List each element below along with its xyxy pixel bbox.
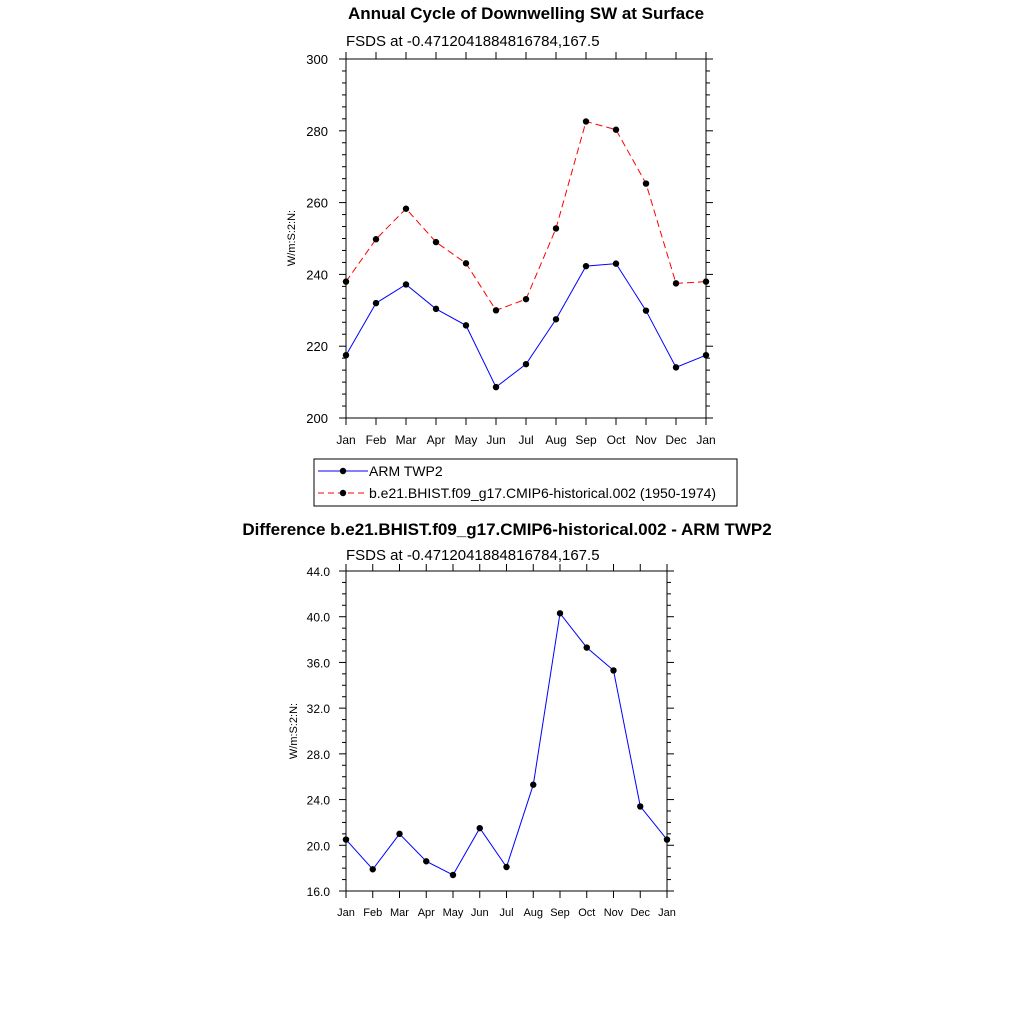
x-tick-label: Jul (499, 907, 514, 919)
x-tick-label: Apr (417, 907, 435, 919)
data-point (553, 225, 559, 231)
data-point (403, 206, 409, 212)
data-point (530, 782, 536, 788)
difference-chart (242, 520, 771, 919)
difference-y-axis-label: W/m:S:2:N: (288, 702, 300, 760)
data-point (370, 866, 376, 872)
annual-cycle-chart (286, 4, 737, 506)
series-line-1 (346, 122, 706, 311)
x-tick-label: Sep (575, 433, 597, 447)
y-tick-label: 36.0 (306, 656, 330, 671)
x-tick-label: May (454, 433, 478, 447)
data-point (673, 280, 679, 286)
difference-series-layer (343, 610, 670, 878)
x-tick-label: Oct (606, 433, 626, 447)
x-tick-label: Dec (630, 907, 651, 919)
series-layer (343, 118, 709, 390)
y-tick-label: 260 (306, 195, 328, 211)
data-point (613, 260, 619, 266)
legend-marker-arm (340, 468, 346, 474)
x-tick-label: Mar (390, 907, 409, 919)
data-point (583, 263, 589, 269)
data-point (477, 825, 483, 831)
x-tick-label: Oct (578, 907, 596, 919)
x-tick-label: Apr (426, 433, 446, 447)
data-point (703, 352, 709, 358)
data-point (373, 300, 379, 306)
difference-y-tick-labels (307, 565, 331, 899)
data-point (423, 858, 429, 864)
data-point (584, 644, 590, 650)
legend-label-arm: ARM TWP2 (369, 463, 443, 479)
x-tick-label: Sep (550, 907, 570, 919)
data-point (343, 836, 349, 842)
x-tick-label: Dec (665, 433, 687, 447)
legend (314, 459, 737, 506)
y-tick-label: 28.0 (306, 747, 330, 762)
y-tick-label: 280 (306, 123, 328, 139)
x-tick-label: Jan (658, 907, 676, 919)
data-point (523, 296, 529, 302)
data-point (463, 260, 469, 266)
x-tick-label: Nov (603, 907, 624, 919)
data-point (503, 864, 509, 870)
y-tick-label: 200 (306, 411, 328, 426)
difference-title: Difference b.e21.BHIST.f09_g17.CMIP6-historical.002 - ARM TWP2 (242, 520, 772, 539)
difference-x-tick-labels (337, 907, 676, 919)
x-tick-label: Jan (696, 433, 716, 447)
data-point (557, 610, 563, 616)
data-point (637, 803, 643, 809)
x-tick-label: Nov (635, 433, 657, 447)
series-line-0 (346, 613, 667, 875)
x-tick-label: Feb (363, 907, 383, 919)
x-tick-label: May (442, 907, 464, 919)
difference-subtitle: FSDS at -0.4712041884816784,167.5 (346, 547, 600, 564)
x-tick-label: Aug (545, 433, 567, 447)
data-point (373, 236, 379, 242)
data-point (583, 118, 589, 124)
x-tick-label: Aug (523, 907, 544, 919)
data-point (433, 239, 439, 245)
x-tick-label: Jun (486, 433, 506, 447)
data-point (664, 836, 670, 842)
y-tick-label: 44.0 (306, 565, 330, 579)
x-tick-label: Jul (518, 433, 534, 447)
data-point (493, 307, 499, 313)
data-point (396, 831, 402, 837)
data-point (463, 322, 469, 328)
data-point (403, 281, 409, 287)
chart-title: Annual Cycle of Downwelling SW at Surface (347, 4, 705, 23)
y-tick-label: 20.0 (306, 839, 330, 854)
y-tick-label: 240 (306, 267, 328, 283)
data-point (523, 361, 529, 367)
y-tick-label: 220 (306, 339, 328, 355)
data-point (643, 180, 649, 186)
axis-ticks (339, 52, 713, 425)
series-line-0 (346, 264, 706, 388)
y-axis-label: W/m:S:2:N: (286, 209, 298, 267)
y-tick-label: 16.0 (306, 885, 330, 899)
x-tick-label: Jan (337, 907, 355, 919)
y-tick-label: 40.0 (306, 610, 330, 625)
x-tick-label: Feb (365, 433, 387, 447)
data-point (610, 667, 616, 673)
data-point (433, 306, 439, 312)
difference-plot-frame (346, 571, 667, 891)
y-tick-label: 300 (306, 52, 328, 67)
data-point (643, 307, 649, 313)
data-point (613, 127, 619, 133)
x-tick-labels (336, 433, 715, 447)
x-tick-label: Mar (395, 433, 417, 447)
y-tick-labels (306, 52, 328, 426)
data-point (553, 316, 559, 322)
y-tick-label: 24.0 (306, 793, 330, 808)
data-point (673, 364, 679, 370)
data-point (343, 278, 349, 284)
x-tick-label: Jan (336, 433, 356, 447)
x-tick-label: Jun (470, 907, 489, 919)
legend-marker-model (340, 490, 346, 496)
data-point (450, 872, 456, 878)
legend-label-model: b.e21.BHIST.f09_g17.CMIP6-historical.002 (1950-1974) (369, 485, 717, 501)
data-point (493, 384, 499, 390)
chart-subtitle: FSDS at -0.4712041884816784,167.5 (346, 33, 600, 50)
data-point (343, 352, 349, 358)
data-point (703, 278, 709, 284)
y-tick-label: 32.0 (306, 702, 330, 717)
